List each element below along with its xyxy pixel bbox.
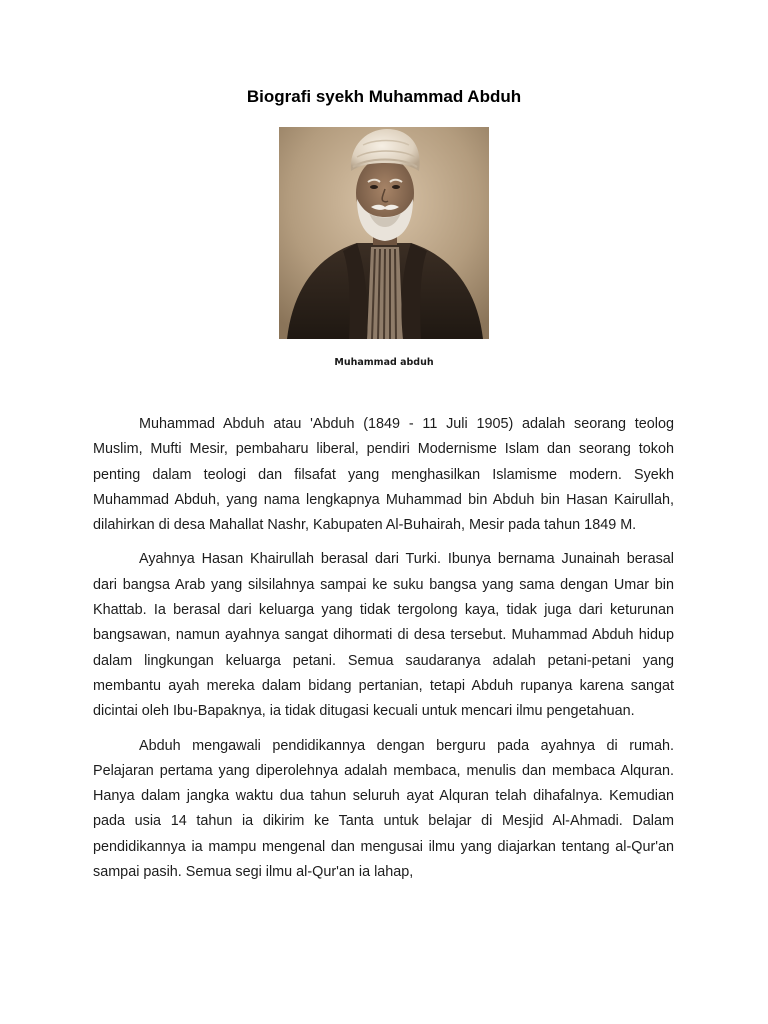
portrait-illustration <box>279 127 489 339</box>
portrait-photo <box>279 127 489 339</box>
paragraph: Ayahnya Hasan Khairullah berasal dari Turki. Ibunya bernama Junainah berasal dari bangsa Arab yang silsilahnya sampai ke suku bangsa yang sama dengan Umar bin Khattab. Ia berasal dari keluarga yang tidak tergolong kaya, tidak juga dari keturunan bangsawan, namun ayahnya sangat dihormati di desa tersebut. Muhammad Abduh hidup dalam lingkungan keluarga petani. Semua saudaranya adalah petani-petani yang membantu ayah mereka dalam bidang pertanian, tetapi Abduh rupanya karena sangat dicintai oleh Ibu-Bapaknya, ia tidak ditugasi kecuali untuk mencari ilmu pengetahuan. <box>93 551 674 720</box>
document-title: Biografi syekh Muhammad Abduh <box>246 87 522 106</box>
body-text <box>93 412 674 894</box>
figure-caption: Muhammad abduh <box>334 357 434 368</box>
paragraph: Muhammad Abduh atau 'Abduh (1849 - 11 Juli 1905) adalah seorang teolog Muslim, Mufti Mesir, pembaharu liberal, pendiri Modernisme Islam dan seorang tokoh penting dalam teologi dan filsafat yang menghasilkan Islamisme modern. Syekh Muhammad Abduh, yang nama lengkapnya Muhammad bin Abduh bin Hasan Kairullah, dilahirkan di desa Mahallat Nashr, Kabupaten Al-Buhairah, Mesir pada tahun 1849 M. <box>93 416 674 534</box>
paragraph: Abduh mengawali pendidikannya dengan berguru pada ayahnya di rumah. Pelajaran pertama yang diperolehnya adalah membaca, menulis dan membaca Alquran. Hanya dalam jangka waktu dua tahun seluruh ayat Alquran telah dihafalnya. Kemudian pada usia 14 tahun ia dikirim ke Tanta untuk belajar di Mesjid Al-Ahmadi. Dalam pendidikannya ia mampu mengenal dan mengusai ilmu yang diajarkan tentang al-Qur'an sampai pasih. Semua segi ilmu al-Qur'an ia lahap, <box>93 737 674 881</box>
